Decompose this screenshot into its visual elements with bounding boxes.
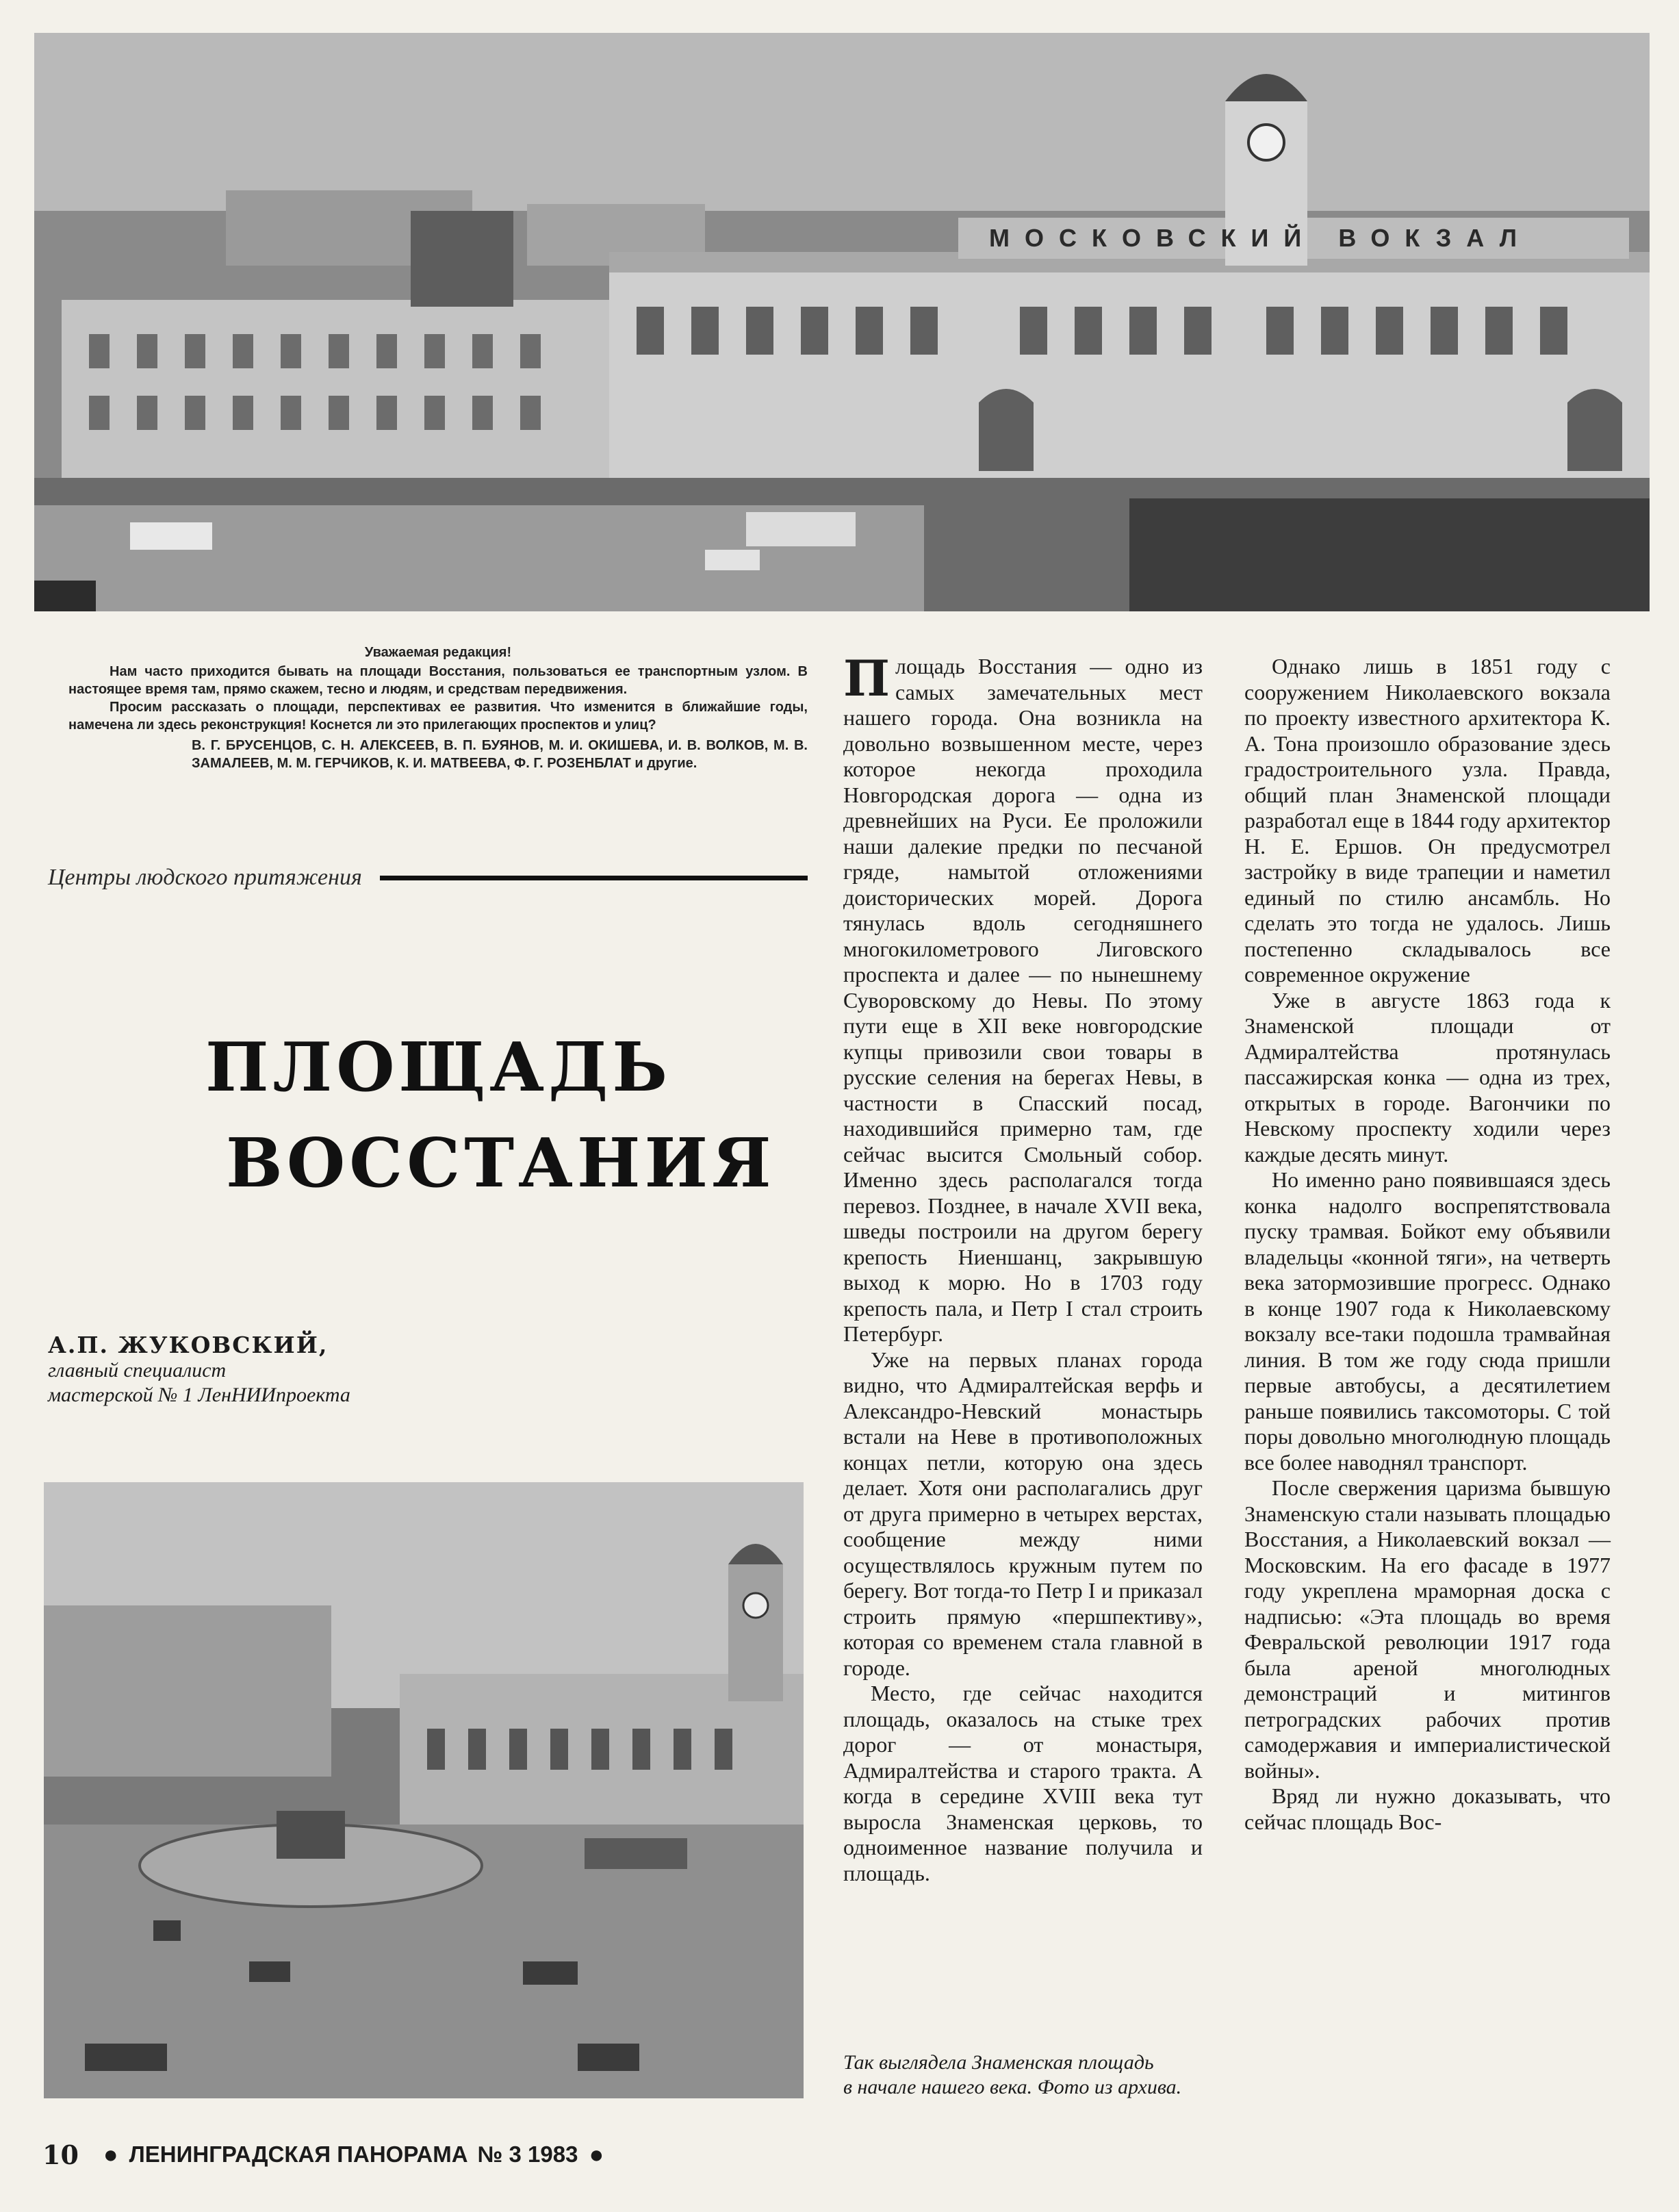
station-panorama-photo (34, 33, 1650, 611)
letter-paragraph: Нам часто приходится бывать на площади Восстания, пользоваться ее транспортным узлом. В настоящее время там, прямо скажем, тесно и людям, и средствам передвижения. (68, 664, 808, 697)
article-paragraph: Место, где сейчас находится площадь, оказалось на стыке трех дорог — от монастыря, Адмиралтейства и старого тракта. А когда в середине XVIII века тут выросла Знаменская церковь, то одноименное название получила и площадь. (843, 1681, 1203, 1885)
letter-greeting: Уважаемая редакция! (364, 645, 512, 660)
caption-line-1: Так выглядела Знаменская площадь (843, 2051, 1154, 2074)
archive-square-photo (44, 1482, 804, 2098)
article-paragraph: Уже в августе 1863 года к Знаменской площади от Адмиралтейства протянулась пассажирская конка — одна из трех, открытых в городе. Вагончики по Невскому проспекту ходили через каждые десять минут. (1244, 987, 1611, 1167)
letter-signatures: В. Г. БРУСЕНЦОВ, С. Н. АЛЕКСЕЕВ, В. П. БУЯНОВ, М. И. ОКИШЕВА, И. В. ВОЛКОВ, М. В. ЗАМАЛЕЕВ, М. М. ГЕРЧИКОВ, К. И. МАТВЕЕВА, Ф. Г. РОЗЕНБЛАТ и другие. (192, 738, 808, 771)
headline-line-1: ПЛОЩАДЬ (205, 1028, 672, 1107)
page-footer (42, 2139, 795, 2170)
article-paragraph: Уже на первых планах города видно, что Адмиралтейская верфь и Александро-Невский монастырь встали на Неве в противоположных концах петли, которую она здесь делает. Хотя они располагались друг от друга примерно в четырех верстах, сообщение между ними осуществлялось кружным путем по берегу. Вот тогда-то Петр I и приказал строить прямую «першпективу», которая со временем стала главной в городе. (843, 1347, 1203, 1680)
author-block (48, 1332, 595, 1408)
article-paragraph: После свержения царизма бывшую Знаменскую стали называть площадью Восстания, а Николаевский вокзал — Московским. На его фасаде в 1977 году укреплена мраморная доска с надписью: «Эта площадь во время Февральской революции 1917 года была ареной многолюдных демонстраций и митингов петроградских рабочих против самодержавия и империалистической войны». (1244, 1475, 1611, 1783)
bullet-icon: ● (103, 2140, 118, 2168)
rubric-label: Центры людского притяжения (48, 865, 362, 890)
letter-paragraph: Просим рассказать о площади, перспективах ее развития. Что изменится в ближайшие годы, намечена ли здесь реконструкция! Коснется ли это прилегающих проспектов и улиц? (68, 700, 808, 733)
article-paragraph: Но именно рано появившаяся здесь конка надолго воспрепятствовала пуску трамвая. Бойкот ему объявили владельцы «конной тяги», на четверть века затормозившие прогресс. Однако в конце 1907 года к Николаевскому вокзалу все-таки подошла трамвайная линия. В том же году сюда пришли первые автобусы, а десятилетием раньше появились таксомоторы. С той поры довольно многолюдную площадь все более наводнял транспорт. (1244, 1167, 1611, 1475)
publication-name: ЛЕНИНГРАДСКАЯ ПАНОРАМА (129, 2141, 468, 2167)
caption-line-2: в начале нашего века. Фото из архива. (843, 2076, 1182, 2098)
article-paragraph: Однако лишь в 1851 году с сооружением Николаевского вокзала по проекту известного архитектора К. А. Тона произошло образование здесь градостроительного узла. Правда, общий план Знаменской площади разработал еще в 1844 году архитектор Н. Е. Ершов. Он предусмотрел застройку в виде трапеции и наметил единый по стилю ансамбль. Но сделать это тогда не удалось. Лишь постепенно складывалось все современное окружение (1244, 654, 1611, 987)
page-number: 10 (42, 2139, 79, 2170)
station-sign-text: МОСКОВСКИЙ ВОКЗАЛ (989, 224, 1532, 252)
headline-line-2: ВОССТАНИЯ (226, 1124, 776, 1203)
issue-number: № 3 1983 (477, 2141, 578, 2167)
bullet-icon: ● (589, 2140, 604, 2168)
author-role-line-1: главный специалист (48, 1359, 227, 1382)
rubric-rule (380, 876, 808, 880)
article-headline (205, 1020, 821, 1212)
article-paragraph: Вряд ли нужно доказывать, что сейчас площадь Вос- (1244, 1783, 1611, 1834)
paragraph-text: лощадь Восстания — одно из самых замечательных мест нашего города. Она возникла на довольно возвышенном месте, через которое некогда проходила Новгородская дорога — одна из древнейших на Руси. Ее проложили наши далекие предки по песчаной гряде, намытой отложениями доисторических морей. Дорога тянулась вдоль сегодняшнего многокилометрового Лиговского проспекта и далее — по нынешнему Суворовскому до Невы. По этому пути еще в XII веке новгородские купцы привозили свои товары в русские селения на берегах Невы, в частности в Спасский посад, находившийся примерно там, где сейчас высится Смольный собор. Именно здесь располагался тогда перевоз. Позднее, в начале XVII века, шведы построили на другом берегу крепость Ниеншанц, закрывшую выход к морю. Но в 1703 году крепость пала, и Петр I стал строить Петербург. (843, 654, 1203, 1346)
article-column-2 (1244, 654, 1611, 1835)
section-rubric (48, 864, 808, 891)
drop-cap: П (843, 649, 890, 707)
reader-letter (68, 644, 808, 772)
author-name: А.П. ЖУКОВСКИЙ, (48, 1332, 329, 1358)
article-paragraph (843, 649, 1203, 1347)
author-role-line-2: мастерской № 1 ЛенНИИпроекта (48, 1384, 350, 1406)
article-column-1 (843, 649, 1203, 1886)
photo-caption (843, 2050, 1336, 2100)
